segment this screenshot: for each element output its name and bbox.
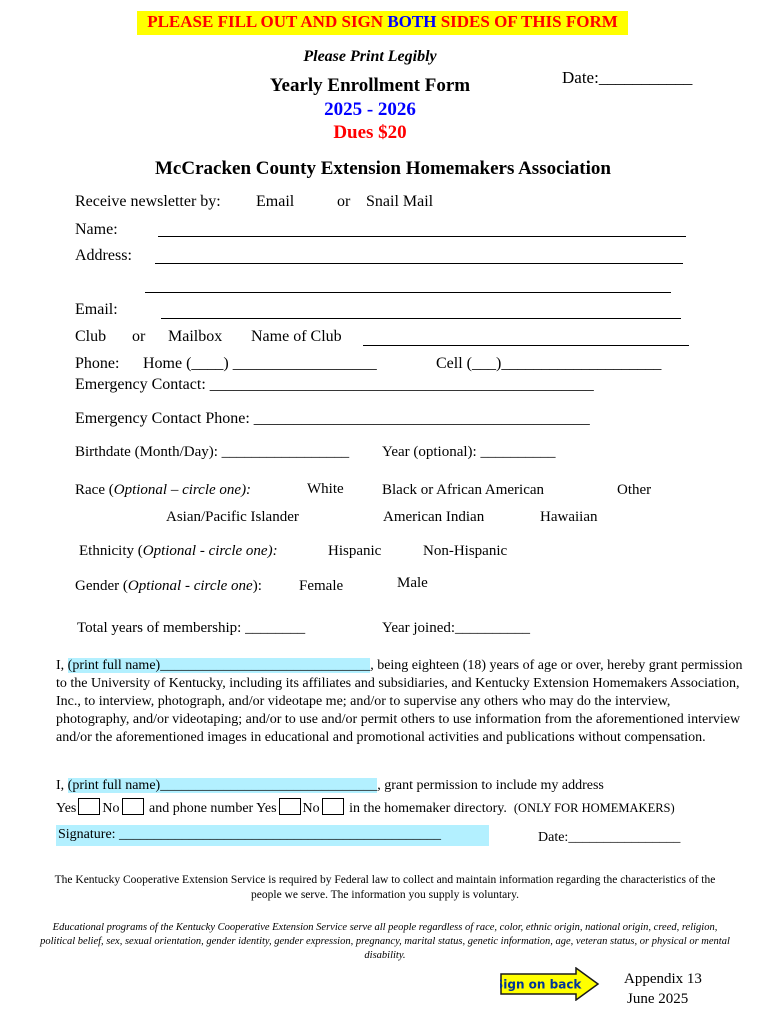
total-years-field[interactable]: Total years of membership: ________	[77, 620, 306, 636]
date-field[interactable]: Date:___________	[562, 68, 693, 87]
newsletter-email-option[interactable]: Email	[256, 193, 295, 210]
form-title: Yearly Enrollment Form	[269, 75, 471, 96]
ethnicity-option-hispanic[interactable]: Hispanic	[328, 543, 382, 559]
name-field[interactable]	[158, 236, 686, 237]
banner-instruction: PLEASE FILL OUT AND SIGN BOTH SIDES OF THIS FORM	[147, 12, 618, 31]
race-option-hawaiian[interactable]: Hawaiian	[540, 509, 598, 525]
directory-permission-line: I, (print full name)_______________________________, grant permission to include my address	[56, 778, 604, 793]
directory-checkbox-line: Yes No and phone number Yes No in the homemaker directory. (ONLY FOR HOMEMAKERS)	[56, 798, 675, 817]
phone-no-checkbox[interactable]	[322, 798, 344, 815]
gender-label: Gender (Optional - circle one):	[75, 578, 262, 594]
ethnicity-option-non-hispanic[interactable]: Non-Hispanic	[423, 543, 508, 559]
club-or: or	[132, 328, 146, 345]
phone-label: Phone:	[75, 355, 120, 372]
gender-option-male[interactable]: Male	[397, 575, 428, 591]
signature-date-field[interactable]: Date:________________	[538, 830, 681, 845]
race-option-other[interactable]: Other	[617, 482, 652, 498]
signature-field[interactable]: Signature: ______________________________________________	[58, 827, 442, 842]
appendix-label: Appendix 13	[624, 971, 702, 987]
banner-both: BOTH	[387, 12, 437, 31]
sign-on-back-arrow	[500, 967, 600, 1006]
race-option-white[interactable]: White	[307, 481, 344, 497]
gender-option-female[interactable]: Female	[299, 578, 344, 594]
name-of-club-label: Name of Club	[251, 328, 342, 345]
name-of-club-field[interactable]	[363, 345, 689, 346]
newsletter-or: or	[337, 193, 351, 210]
birthdate-field[interactable]: Birthdate (Month/Day): _________________	[75, 444, 350, 460]
home-phone-field[interactable]: Home (____) __________________	[143, 355, 377, 372]
email-field[interactable]	[161, 318, 681, 319]
address-field[interactable]	[155, 263, 683, 264]
address-no-checkbox[interactable]	[122, 798, 144, 815]
form-dues: Dues $20	[333, 122, 407, 143]
organization-name: McCracken County Extension Homemakers Association	[155, 158, 611, 179]
year-joined-field[interactable]: Year joined:__________	[382, 620, 531, 636]
sign-on-back-arrow-icon	[500, 967, 600, 1001]
phone-yes-checkbox[interactable]	[279, 798, 301, 815]
form-year: 2025 - 2026	[324, 99, 416, 120]
address-yes-checkbox[interactable]	[78, 798, 100, 815]
federal-notice: The Kentucky Cooperative Extension Service is required by Federal law to collect and maintain information regarding the characteristics of the people we serve. The information you supply is voluntary.	[54, 874, 716, 901]
race-option-asian[interactable]: Asian/Pacific Islander	[166, 509, 299, 525]
photo-consent-paragraph: I, (print full name)______________________________, being eighteen (18) years of age or over, hereby grant permission to the University of Kentucky, including its affiliates and subsidiaries, and Kentucky Extension Homemakers Association, Inc., to interview, photograph, and/or videotape me; and/or to supervise any others who may do the interview, photography, and/or videotaping; and/or to use and/or permit others to use information from the aforementioned interview and/or the aforementioned images in educational and promotional activities and publications without compensation.	[56, 658, 743, 745]
cell-phone-field[interactable]: Cell (___)____________________	[436, 355, 662, 372]
print-full-name-field[interactable]: (print full name)______________________________	[67, 658, 371, 673]
ethnicity-label: Ethnicity (Optional - circle one):	[79, 543, 278, 559]
name-label: Name:	[75, 221, 118, 238]
address-label: Address:	[75, 247, 132, 264]
club-option[interactable]: Club	[75, 328, 107, 345]
footer-date: June 2025	[627, 991, 689, 1007]
print-full-name-field-2[interactable]: (print full name)_______________________________	[67, 778, 378, 793]
newsletter-snail-mail-option[interactable]: Snail Mail	[366, 193, 434, 210]
address-field-line-2[interactable]	[145, 292, 671, 293]
mailbox-option[interactable]: Mailbox	[168, 328, 223, 345]
emergency-contact-field[interactable]: Emergency Contact: ________________________________________________	[75, 376, 594, 393]
newsletter-label: Receive newsletter by:	[75, 193, 221, 210]
print-legibly-note: Please Print Legibly	[303, 48, 437, 65]
equal-opportunity-statement: Educational programs of the Kentucky Cooperative Extension Service serve all people regardless of race, color, ethnic origin, national origin, creed, religion, political belief, sex, sexual orientation, gender identity, gender expression, pregnancy, marital status, genetic information, age, veteran status, or physical or mental disability.	[40, 922, 730, 961]
birth-year-field[interactable]: Year (optional): __________	[382, 444, 556, 460]
emergency-contact-phone-field[interactable]: Emergency Contact Phone: __________________________________________	[75, 410, 590, 427]
sign-on-back-label: Sign on back	[500, 977, 582, 992]
race-option-american-indian[interactable]: American Indian	[383, 509, 485, 525]
email-label: Email:	[75, 301, 118, 318]
race-label: Race (Optional – circle one):	[75, 482, 252, 498]
race-option-black[interactable]: Black or African American	[382, 482, 545, 498]
